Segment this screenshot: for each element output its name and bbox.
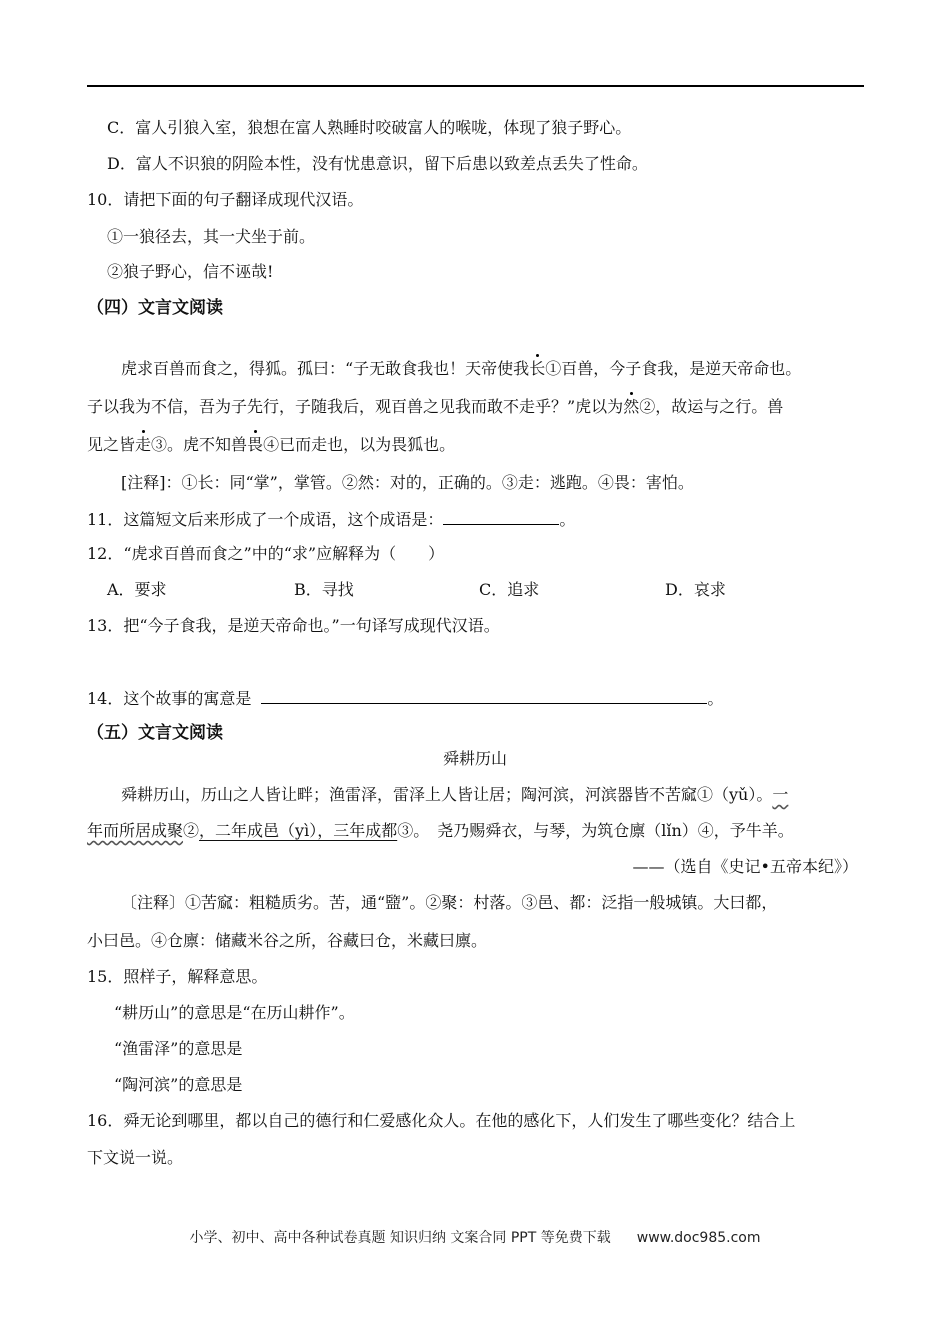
passage-text: ④已而走也，以为畏狐也。 bbox=[263, 435, 456, 454]
footer-text: 小学、初中、高中各种试卷真题 知识归纳 文案合同 PPT 等免费下载 bbox=[189, 1230, 611, 1246]
q13: 13．把“今子食我，是逆天帝命也。”一句译写成现代汉语。 bbox=[87, 616, 500, 635]
section4-heading: （四）文言文阅读 bbox=[87, 298, 223, 318]
q12-option-a: A．要求 bbox=[107, 580, 167, 599]
passage-text: 舜耕历山，历山之人皆让畔；渔雷泽，雷泽上人皆让居；陶河滨，河滨器皆不苦窳①（yǔ）。 bbox=[121, 785, 773, 804]
section5-title: 舜耕历山 bbox=[442, 749, 507, 768]
q15-stem: 15．照样子，解释意思。 bbox=[87, 967, 268, 986]
section5-source: ——（选自《史记•五帝本纪》） bbox=[632, 857, 858, 876]
passage-text: 见之皆 bbox=[87, 435, 136, 454]
q12-stem: 12．“虎求百兽而食之”中的“求”应解释为（ ） bbox=[87, 544, 445, 563]
note-mark: ③。 bbox=[397, 821, 430, 840]
dotted-char-4: 畏 bbox=[247, 435, 264, 454]
underlined-text: ，二年成邑（yì），三年成都 bbox=[199, 821, 398, 840]
section5-note-line-1: 〔注释〕①苦窳：粗糙质劣。苦，通“盬”。②聚：村落。③邑、都：泛指一般城镇。大曰都， bbox=[121, 893, 778, 912]
passage-text: ③。虎不知兽 bbox=[151, 435, 248, 454]
q9-option-c: C．富人引狼入室，狼想在富人熟睡时咬破富人的喉咙，体现了狼子野心。 bbox=[107, 118, 632, 137]
section5-note-line-2: 小曰邑。④仓廪：储藏米谷之所，谷藏曰仓，米藏曰廪。 bbox=[87, 931, 488, 950]
passage-text: 子以我为不信，吾为子先行，子随我后，观百兽之见我而敢不走乎？”虎以为 bbox=[87, 397, 624, 416]
q16-line-1: 16．舜无论到哪里，都以自己的德行和仁爱感化众人。在他的感化下，人们发生了哪些变化？结合上 bbox=[87, 1111, 796, 1130]
q15-item-b: “陶河滨”的意思是 bbox=[114, 1075, 243, 1094]
section5-passage-line-2 bbox=[87, 821, 794, 841]
passage-text: 虎求百兽而食之，得狐。孤曰：“子无敢食我也！天帝使我 bbox=[121, 359, 530, 378]
q10-sentence-2: ②狼子野心，信不诬哉! bbox=[107, 262, 274, 281]
q12-option-d: D．哀求 bbox=[665, 580, 726, 599]
q15-example: “耕历山”的意思是“在历山耕作”。 bbox=[114, 1003, 355, 1022]
q12-option-b: B．寻找 bbox=[294, 580, 354, 599]
section4-passage-line-3 bbox=[87, 435, 455, 455]
passage-text: 尧乃赐舜衣，与琴，为筑仓廪（lǐn）④，予牛羊。 bbox=[437, 821, 794, 840]
q16-line-2: 下文说一说。 bbox=[87, 1148, 184, 1167]
q11-period: 。 bbox=[559, 510, 576, 529]
dotted-char-3: 走 bbox=[135, 435, 152, 454]
q12-option-c: C．追求 bbox=[479, 580, 540, 599]
dotted-char-1: 长 bbox=[529, 359, 546, 378]
passage-text: ②，故运与之行。兽 bbox=[639, 397, 784, 416]
note-mark: ② bbox=[183, 821, 200, 840]
q10-stem: 10．请把下面的句子翻译成现代汉语。 bbox=[87, 190, 364, 209]
q11 bbox=[87, 509, 575, 530]
header-rule bbox=[87, 85, 864, 87]
section4-note: [注释]：①长：同“掌”，掌管。②然：对的，正确的。③走：逃跑。④畏：害怕。 bbox=[121, 473, 694, 492]
section5-heading: （五）文言文阅读 bbox=[87, 723, 223, 743]
q15-item-a: “渔雷泽”的意思是 bbox=[114, 1039, 243, 1058]
footer-url[interactable]: www.doc985.com bbox=[636, 1230, 761, 1246]
q11-text: 11．这篇短文后来形成了一个成语，这个成语是： bbox=[87, 510, 444, 529]
wavy-underlined-text: 一 bbox=[772, 785, 789, 804]
section5-passage-line-1 bbox=[121, 785, 788, 805]
q9-option-d: D．富人不识狼的阴险本性，没有忧患意识，留下后患以致差点丢失了性命。 bbox=[107, 154, 648, 173]
q14-answer-blank[interactable] bbox=[261, 688, 707, 704]
passage-text: ①百兽，今子食我，是逆天帝命也。 bbox=[545, 359, 802, 378]
q14-period: 。 bbox=[707, 689, 724, 708]
q10-sentence-1: ①一狼径去，其一犬坐于前。 bbox=[107, 227, 316, 246]
page-footer bbox=[0, 1227, 950, 1247]
q14-text: 14．这个故事的寓意是 bbox=[87, 689, 252, 708]
section4-passage-line-2 bbox=[87, 397, 783, 417]
dotted-char-2: 然 bbox=[623, 397, 640, 416]
wavy-underlined-text: 年而所居成聚 bbox=[87, 821, 184, 840]
q11-answer-blank[interactable] bbox=[443, 509, 559, 525]
q14 bbox=[87, 688, 723, 709]
section4-passage-line-1 bbox=[121, 359, 801, 379]
